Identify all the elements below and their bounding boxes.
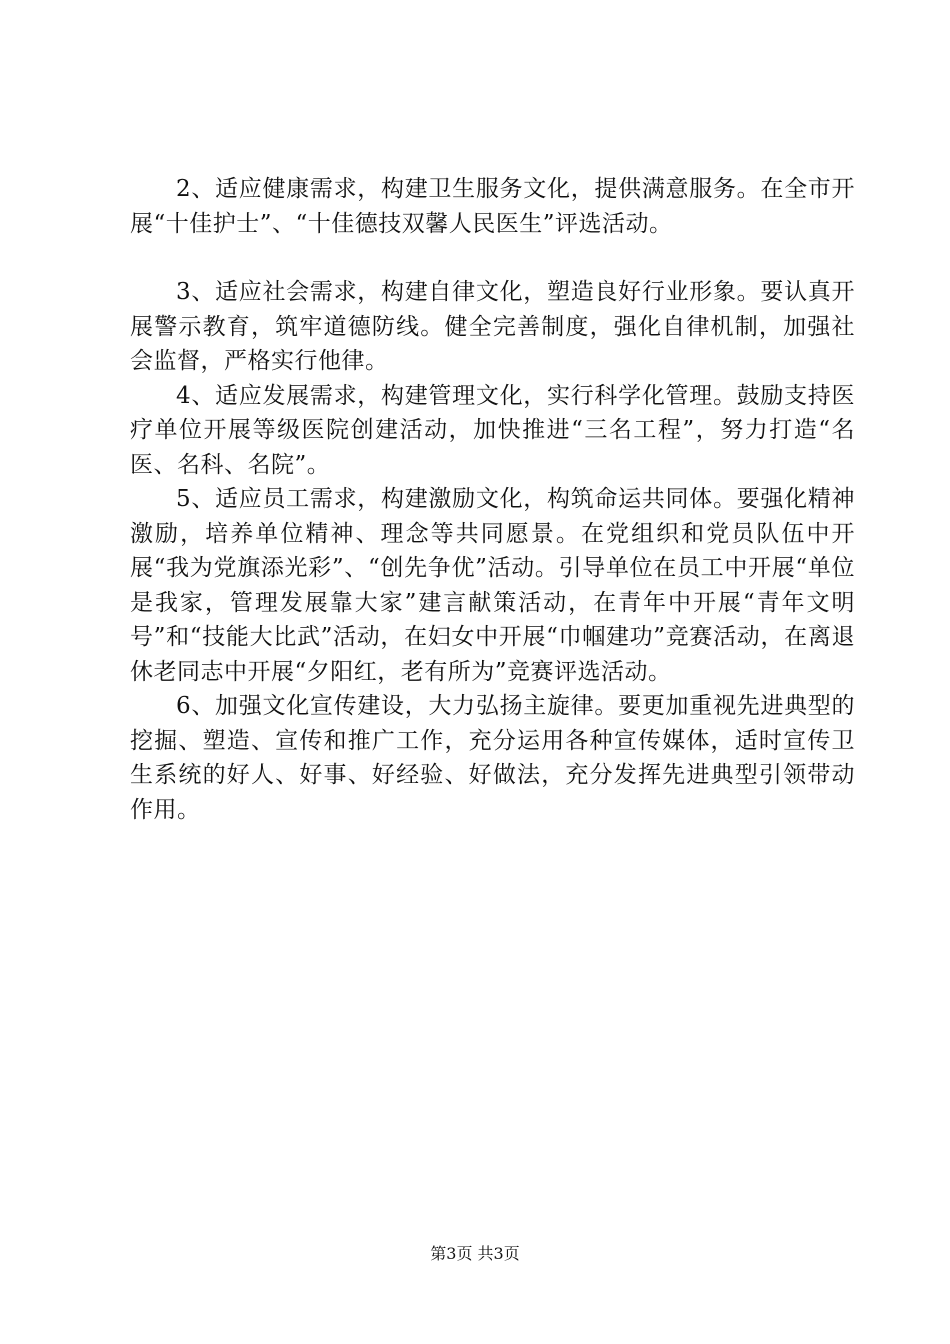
document-body (130, 172, 855, 827)
paragraph-4: 4、适应发展需求，构建管理文化，实行科学化管理。鼓励支持医疗单位开展等级医院创建活动，加快推进“三名工程”，努力打造“名医、名科、名院”。 (130, 382, 855, 478)
page-footer: 第3页 共3页 (430, 1244, 520, 1263)
paragraph-6: 6、加强文化宣传建设，大力弘扬主旋律。要更加重视先进典型的挖掘、塑造、宣传和推广工作，充分运用各种宣传媒体，适时宣传卫生系统的好人、好事、好经验、好做法，充分发挥先进典型引领带动作用。 (130, 693, 855, 823)
paragraph-3: 3、适应社会需求，构建自律文化，塑造良好行业形象。要认真开展警示教育，筑牢道德防线。健全完善制度，强化自律机制，加强社会监督，严格实行他律。 (130, 279, 855, 374)
paragraph-2: 2、适应健康需求，构建卫生服务文化，提供满意服务。在全市开展“十佳护士”、“十佳德技双馨人民医生”评选活动。 (130, 176, 855, 237)
paragraph-5: 5、适应员工需求，构建激励文化，构筑命运共同体。要强化精神激励，培养单位精神、理念等共同愿景。在党组织和党员队伍中开展“我为党旗添光彩”、“创先争优”活动。引导单位在员工中开展“单位是我家，管理发展靠大家”建言献策活动，在青年中开展“青年文明号”和“技能大比武”活动，在妇女中开展“巾帼建功”竞赛活动，在离退休老同志中开展“夕阳红，老有所为”竞赛评选活动。 (130, 486, 855, 685)
